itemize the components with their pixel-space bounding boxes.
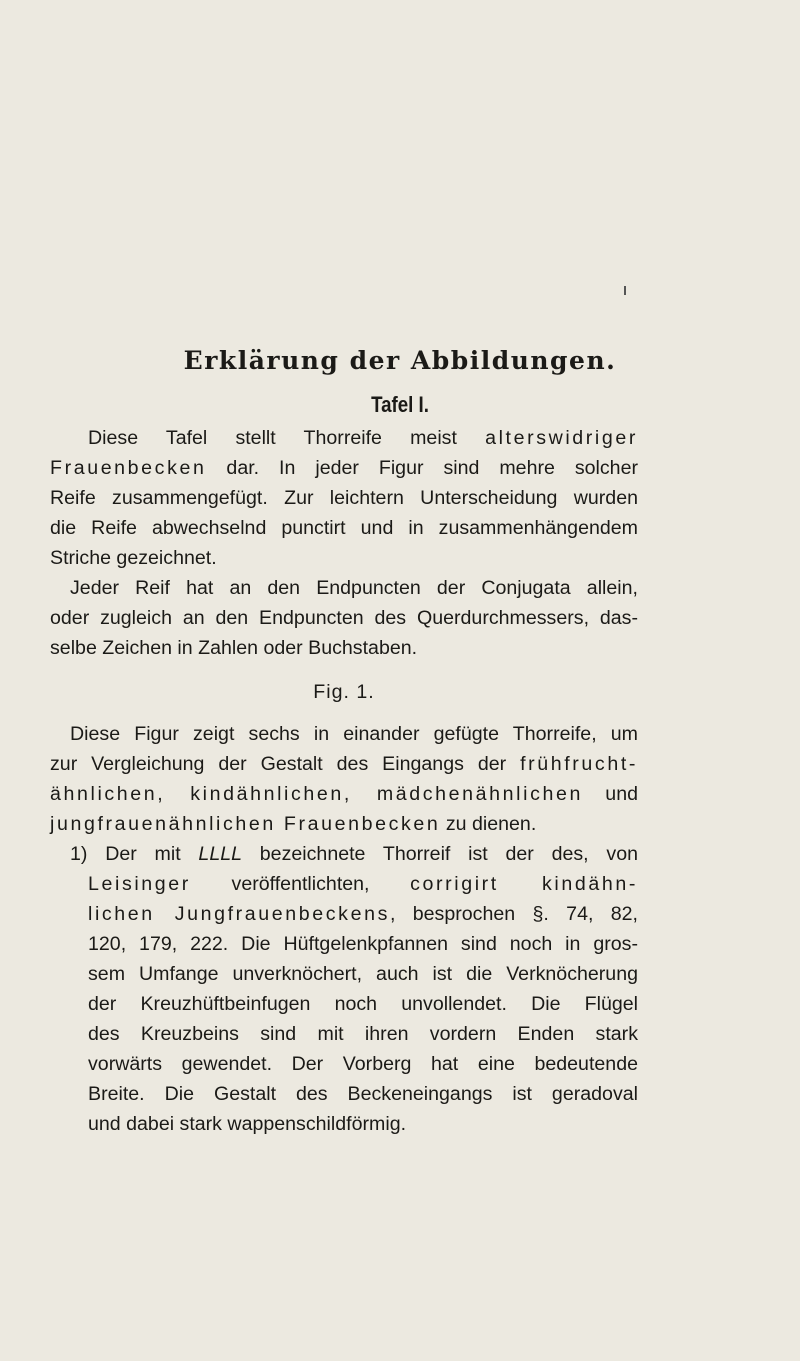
item1-line-3: lichen Jungfrauenbeckens, besprochen §. 74, 82, [88, 903, 639, 925]
emphasis: ähnlichen, kindähnlichen, mädchenähnlichen [50, 783, 583, 805]
item1-line-1: 1) Der mit LLLL bezeichnete Thorreif ist der des, von [70, 843, 638, 865]
print-mark [624, 286, 626, 295]
p3-line-1: Diese Figur zeigt sechs in einander gefügte Thorreife, um [70, 723, 638, 745]
item1-line-2: Leisinger veröffentlichten, corrigirt kindähn- [88, 873, 638, 895]
emphasis: frühfrucht- [520, 753, 638, 775]
item1-line-4: 120, 179, 222. Die Hüftgelenkpfannen sind noch in gros- [88, 933, 638, 955]
figure-code: LLLL [198, 843, 243, 865]
item1-line-8: vorwärts gewendet. Der Vorberg hat eine bedeutende [88, 1053, 638, 1075]
p1-line-2: Frauenbecken dar. In jeder Figur sind mehre solcher [50, 457, 638, 479]
p3-line-4: jungfrauenähnlichen Frauenbecken zu dienen. [50, 813, 537, 835]
emphasis: alterswidriger [485, 427, 638, 449]
plate-title: Tafel I. [371, 392, 429, 417]
p2-line-1: Jeder Reif hat an den Endpuncten der Conjugata allein, [70, 577, 638, 599]
p3-line-3: ähnlichen, kindähnlichen, mädchenähnlichen und [50, 783, 638, 805]
p2-line-3: selbe Zeichen in Zahlen oder Buchstaben. [50, 637, 418, 659]
text-body [50, 423, 638, 1139]
p1-line-4: die Reife abwechselnd punctirt und in zusammenhängendem [50, 517, 638, 539]
p2-line-2: oder zugleich an den Endpuncten des Querdurchmessers, das- [50, 607, 638, 629]
item1-line-5: sem Umfange unverknöchert, auch ist die Verknöcherung [88, 963, 638, 985]
emphasis: corrigirt kindähn- [410, 873, 638, 895]
emphasis: lichen Jungfrauenbeckens [88, 903, 390, 925]
p1-line-3: Reife zusammengefügt. Zur leichtern Unterscheidung wurden [50, 487, 638, 509]
emphasis: Frauenbecken [50, 457, 207, 479]
item1-line-9: Breite. Die Gestalt des Beckeneingangs ist geradoval [88, 1083, 638, 1105]
item1-line-6: der Kreuzhüftbeinfugen noch unvollendet. Die Flügel [88, 993, 638, 1015]
emphasis: jungfrauenähnlichen Frauenbecken [50, 813, 441, 835]
item1-line-7: des Kreuzbeins sind mit ihren vordern Enden stark [88, 1023, 638, 1045]
page-heading: Erklärung der Abbildungen. [183, 346, 617, 375]
item1-line-10: und dabei stark wappenschildförmig. [88, 1113, 407, 1135]
p1-line-1: Diese Tafel stellt Thorreife meist alterswidriger [88, 427, 638, 449]
emphasis: Leisinger [88, 873, 191, 895]
p3-line-2: zur Vergleichung der Gestalt des Eingangs der frühfrucht- [50, 753, 638, 775]
p1-line-5: Striche gezeichnet. [50, 547, 217, 569]
figure-label: Fig. 1. [313, 681, 375, 703]
